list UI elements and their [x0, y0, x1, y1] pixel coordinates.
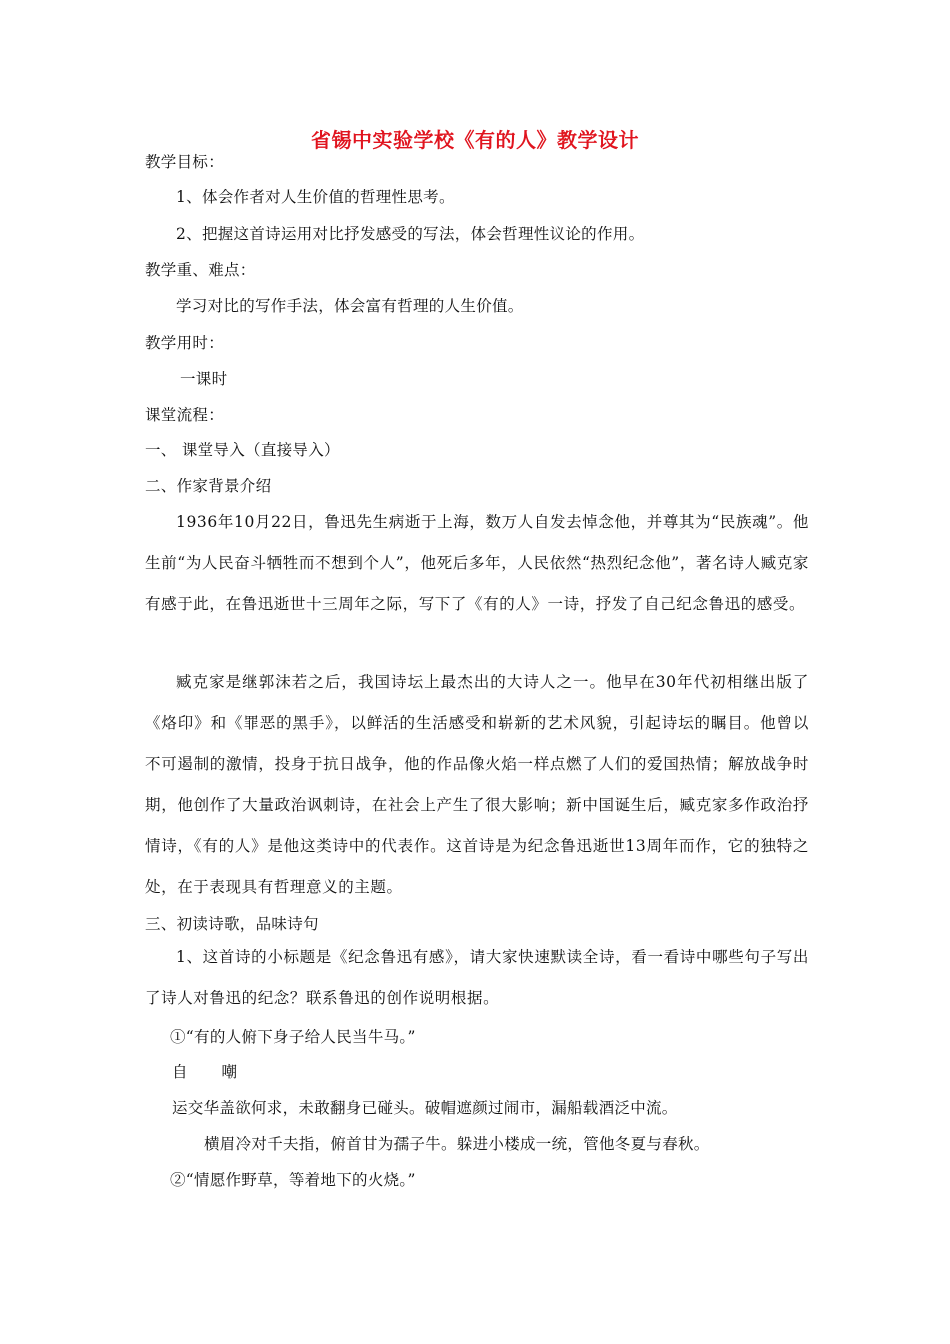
quote-1: ①“有的人俯下身子给人民当牛马。” — [170, 1028, 416, 1046]
process-heading: 课堂流程： — [145, 406, 225, 424]
objective-item-2: 2、把握这首诗运用对比抒发感受的写法，体会哲理性议论的作用。 — [176, 225, 645, 243]
objective-item-1: 1、体会作者对人生价值的哲理性思考。 — [176, 188, 455, 206]
poem-title: 自 嘲 — [172, 1063, 239, 1081]
poem-line-1: 运交华盖欲何求，未敢翻身已碰头。破帽遮颜过闹市，漏船载酒泛中流。 — [172, 1099, 678, 1117]
section-heading-intro: 一、 课堂导入（直接导入） — [145, 441, 340, 459]
quote-2: ②“情愿作野草，等着地下的火烧。” — [170, 1171, 416, 1189]
duration-text: 一课时 — [180, 370, 228, 388]
key-points-text: 学习对比的写作手法，体会富有哲理的人生价值。 — [176, 297, 524, 315]
section-heading-reading: 三、初读诗歌，品味诗句 — [145, 915, 319, 933]
poem-line-2: 横眉冷对千夫指，俯首甘为孺子牛。躲进小楼成一统，管他冬夏与春秋。 — [204, 1135, 710, 1153]
key-points-heading: 教学重、难点： — [145, 261, 256, 279]
duration-heading: 教学用时： — [145, 334, 225, 352]
background-paragraph-1: 1936年10月22日，鲁迅先生病逝于上海，数万人自发去悼念他，并尊其为“民族魂”。他生前“为人民奋斗牺牲而不想到个人”，他死后多年，人民依然“热烈纪念他”，著名诗人臧克家有感于此，在鲁迅逝世十三周年之际，写下了《有的人》一诗，抒发了自己纪念鲁迅的感受。 — [145, 513, 809, 613]
document-title: 省锡中实验学校《有的人》教学设计 — [311, 128, 639, 152]
section-heading-background: 二、作家背景介绍 — [145, 477, 272, 495]
objectives-heading: 教学目标： — [145, 153, 225, 171]
background-paragraph-2: 臧克家是继郭沫若之后，我国诗坛上最杰出的大诗人之一。他早在30年代初相继出版了《烙印》和《罪恶的黑手》，以鲜活的生活感受和崭新的艺术风貌，引起诗坛的瞩目。他曾以不可遏制的激情，投身于抗日战争，他的作品像火焰一样点燃了人们的爱国热情；解放战争时期，他创作了大量政治讽刺诗，在社会上产生了很大影响；新中国诞生后，臧克家多作政治抒情诗，《有的人》是他这类诗中的代表作。这首诗是为纪念鲁迅逝世13周年而作，它的独特之处，在于表现具有哲理意义的主题。 — [145, 673, 809, 896]
reading-question-1: 1、这首诗的小标题是《纪念鲁迅有感》，请大家快速默读全诗，看一看诗中哪些句子写出了诗人对鲁迅的纪念？联系鲁迅的创作说明根据。 — [145, 948, 809, 1007]
